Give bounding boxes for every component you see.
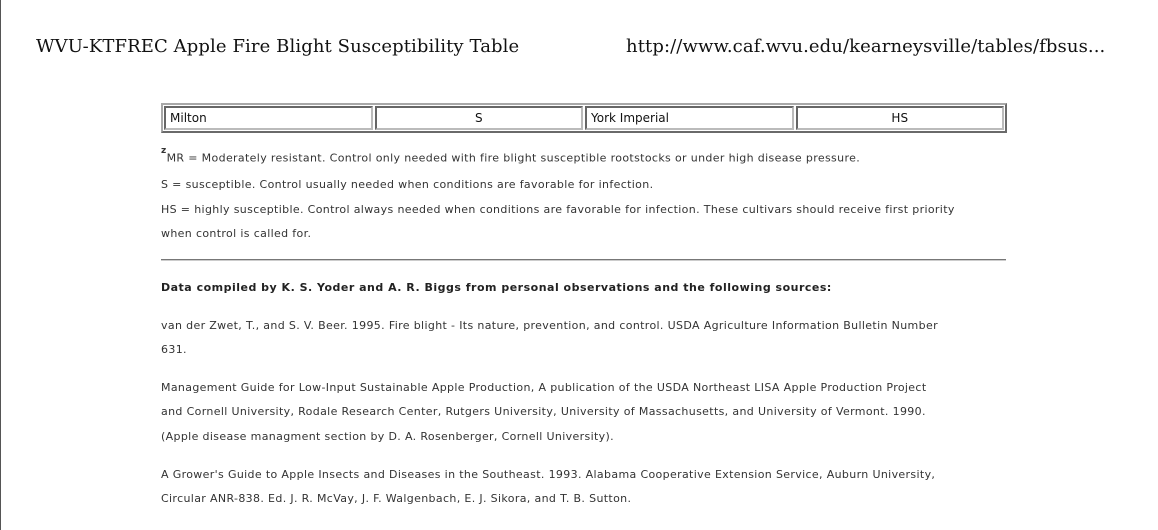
table-cell-rating: S xyxy=(375,106,584,130)
reference-1-cont: 631. xyxy=(161,343,187,356)
page-header-url: http://www.caf.wvu.edu/kearneysville/tables/fbsus... xyxy=(626,36,1106,57)
footnote-s: S = susceptible. Control usually needed when conditions are favorable for infection. xyxy=(161,178,654,191)
horizontal-divider xyxy=(161,259,1006,261)
reference-2-cont: (Apple disease managment section by D. A. Rosenberger, Cornell University). xyxy=(161,430,614,443)
footnote-marker: z xyxy=(161,146,167,156)
sources-heading: Data compiled by K. S. Yoder and A. R. Biggs from personal observations and the following sources: xyxy=(161,281,832,294)
table-cell-cultivar: Milton xyxy=(164,106,373,130)
page-border xyxy=(0,0,1,530)
reference-1: van der Zwet, T., and S. V. Beer. 1995. Fire blight - Its nature, prevention, and control. USDA Agriculture Information Bulletin Number xyxy=(161,319,938,332)
footnote-hs: HS = highly susceptible. Control always needed when conditions are favorable for infection. These cultivars should receive first priority xyxy=(161,203,955,216)
susceptibility-table xyxy=(161,103,1007,133)
reference-2-cont: and Cornell University, Rodale Research Center, Rutgers University, University of Massachusetts, and University of Vermont. 1990. xyxy=(161,405,926,418)
table-cell-cultivar: York Imperial xyxy=(585,106,794,130)
table-cell-rating: HS xyxy=(796,106,1005,130)
page-header-title: WVU-KTFREC Apple Fire Blight Susceptibility Table xyxy=(36,36,520,57)
footnote-mr xyxy=(161,146,861,165)
reference-3: A Grower's Guide to Apple Insects and Diseases in the Southeast. 1993. Alabama Cooperative Extension Service, Auburn University, xyxy=(161,468,936,481)
reference-3-cont: Circular ANR-838. Ed. J. R. McVay, J. F. Walgenbach, E. J. Sikora, and T. B. Sutton. xyxy=(161,492,632,505)
footnote-mr-text: MR = Moderately resistant. Control only needed with fire blight susceptible rootstocks or under high disease pressure. xyxy=(166,151,861,165)
footnote-hs-cont: when control is called for. xyxy=(161,227,312,240)
reference-2: Management Guide for Low-Input Sustainable Apple Production, A publication of the USDA Northeast LISA Apple Production Project xyxy=(161,381,927,394)
